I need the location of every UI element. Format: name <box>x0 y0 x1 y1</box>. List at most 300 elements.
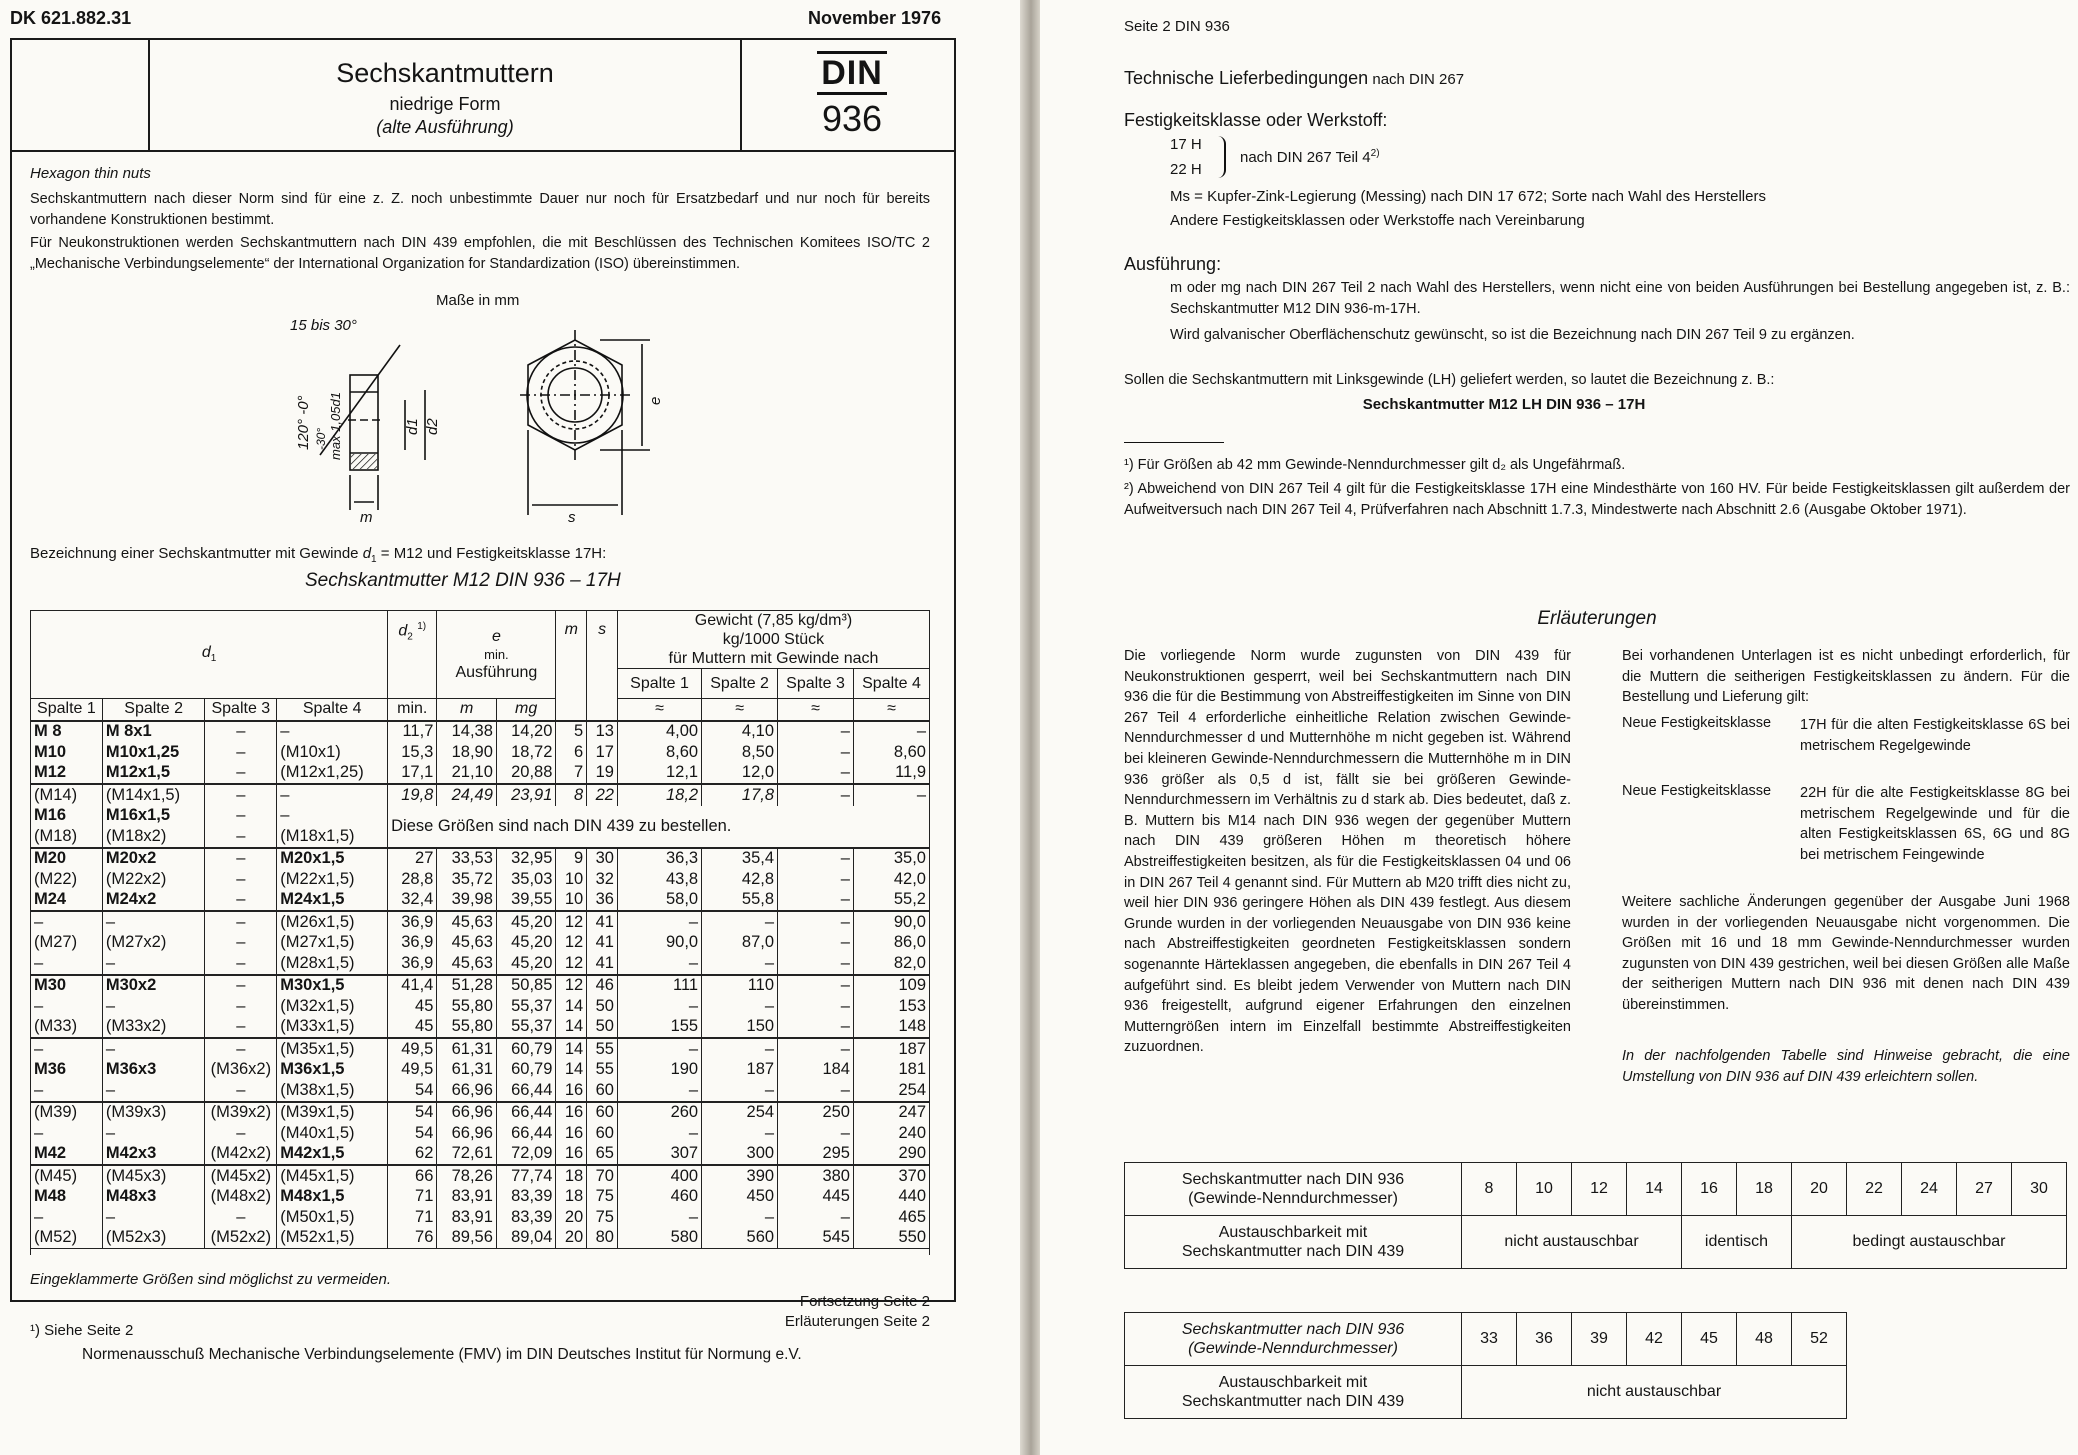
table-cell: 46 <box>587 975 618 997</box>
table-cell: 39,98 <box>437 890 497 912</box>
class-17h: 17 H <box>1170 136 1202 153</box>
table-cell: M20 <box>31 848 103 870</box>
header-spalte-3: Spalte 3 <box>778 669 854 699</box>
table-cell: 14 <box>556 1060 587 1081</box>
table-cell: 148 <box>853 1017 929 1039</box>
table-cell: (M39) <box>31 1102 103 1124</box>
new-class-text-1: 17H für die alten Festigkeitsklasse 6S bei metrischem Regelgewinde <box>1800 717 2070 754</box>
table-cell: M24 <box>31 890 103 912</box>
table-cell: – <box>102 1123 205 1144</box>
binding-gutter <box>1020 0 1040 1455</box>
table-cell: 187 <box>853 1038 929 1060</box>
table-cell: 545 <box>778 1228 854 1249</box>
table-cell: 80 <box>587 1228 618 1249</box>
table-cell: 75 <box>587 1187 618 1208</box>
dimension-table-body <box>31 721 930 1249</box>
table-cell: – <box>205 996 277 1017</box>
table-cell: – <box>617 953 701 975</box>
footnote-p2-2: ²) Abweichend von DIN 267 Teil 4 gilt für die Festigkeitsklasse 17H eine Mindesthärte von 160 HV. Für beide Festigkeitsklassen gilt außerdem der Aufweitversuch nach DIN 267 Teil 4, Prüfverfahren nach Abschnitt 1.7.3, Mindestwerte nach Abschnitt 2.6 (Ausgabe Oktober 1971). <box>1124 481 2070 518</box>
table-cell: – <box>778 1038 854 1060</box>
table-cell: (M39x1,5) <box>277 1102 388 1124</box>
table-cell: 24,49 <box>437 784 497 806</box>
table-cell: 400 <box>617 1165 701 1187</box>
table-cell: (M18x2) <box>102 826 205 848</box>
table-cell: – <box>617 911 701 933</box>
table-cell: 23,91 <box>496 784 556 806</box>
table-cell: 66,96 <box>437 1080 497 1102</box>
t1-label-interchange: Austauschbarkeit mit Sechskantmutter nach DIN 439 <box>1125 1216 1462 1269</box>
table-row <box>31 996 930 1017</box>
table-cell: 110 <box>702 975 778 997</box>
t1-not-interchangeable: nicht austauschbar <box>1462 1216 1682 1269</box>
table-cell: M24x2 <box>102 890 205 912</box>
table-cell: – <box>617 1038 701 1060</box>
new-class-label-1: Neue Festigkeitsklasse <box>1622 715 1772 731</box>
table-cell: – <box>702 1207 778 1228</box>
table-cell: 83,39 <box>496 1207 556 1228</box>
t2-label-nut: Sechskantmutter nach DIN 936 (Gewinde-Nenndurchmesser) <box>1125 1313 1462 1366</box>
table-cell: 16 <box>556 1102 587 1124</box>
t1-size: 18 <box>1737 1163 1792 1216</box>
execution-heading: Ausführung: <box>1124 254 1222 274</box>
table-cell: – <box>205 806 277 827</box>
table-cell: 550 <box>853 1228 929 1249</box>
drawing-d1-label: d1 <box>404 418 421 435</box>
footnote-rule <box>1124 442 1224 443</box>
table-cell: M42 <box>31 1144 103 1166</box>
page-2 <box>1040 0 2078 1455</box>
table-cell: 13 <box>587 721 618 743</box>
t1-size: 12 <box>1572 1163 1627 1216</box>
table-cell: 440 <box>853 1187 929 1208</box>
table-cell: 20 <box>556 1207 587 1228</box>
table-row <box>31 1060 930 1081</box>
table-cell: – <box>778 784 854 806</box>
header-col-spalte-1: Spalte 1 <box>31 699 103 721</box>
table-cell: 9 <box>556 848 587 870</box>
new-class-text-2: 22H für die alte Festigkeitsklasse 8G bei metrischem Regelgewinde und für die alten Festigkeitsklassen 6S, 6G und 8G bei metrischem Feingewinde <box>1800 785 2070 863</box>
table-cell: M16 <box>31 806 103 827</box>
table-cell: 18,90 <box>437 742 497 763</box>
table-cell: 35,0 <box>853 848 929 870</box>
table-cell: – <box>31 1123 103 1144</box>
table-cell: (M45x1,5) <box>277 1165 388 1187</box>
t1-size: 22 <box>1847 1163 1902 1216</box>
table-cell: 260 <box>617 1102 701 1124</box>
explanations-left-column: Die vorliegende Norm wurde zugunsten von DIN 439 für Neukonstruktionen gesperrt, weil bei Sechskantmuttern nach DIN 936 die für die Bestimmung von Abstreiffestigkeiten im Sinne von DIN 267 Teil 4 erforderliche einheitliche Relation zwischen Gewinde-Nenndurchmesser d und Mutternhöhe m nicht gegeben ist. Während bei kleineren Gewinde-Nenndurchmessern die Mutternhöhe m in DIN 936 größer als 0,5 d ist, fällt sie bei größeren Gewinde-Nenndurchmessern im Verhältnis zu d stark ab. Dies bedeutet, daß z. B. Muttern bis M14 nach DIN 936 wegen der gegenüber Muttern nach DIN 439 größeren Höhen m theoretisch höhere Abstreiffestigkeiten besitzen, als für die Festigkeitsklassen 04 und 06 in DIN 267 Teil 4 genannt sind. Für Muttern ab M20 trifft dies nicht zu, weil hier DIN 936 geringere Höhen als DIN 439 festlegt. Aus diesem Grunde wurden in der vorliegenden Neuausgabe von DIN 936 keine nach Abstreiffestigkeiten geordneten Festigkeitsklassen sondern sogenannte Härteklassen angegeben, die ebenfalls in DIN 267 Teil 4 aufgeführt sind. Es bleibt jedem Verwender von Muttern nach DIN 936 freigestellt, aufgrund eigener Erfahrungen den einzelnen Mutterngrößen intern im Einzelfall bestimmte Abstreiffestigkeiten zuzuordnen. <box>1124 648 1571 1056</box>
table-cell: 12 <box>556 953 587 975</box>
table-cell: (M39x2) <box>205 1102 277 1124</box>
table-cell: (M35x1,5) <box>277 1038 388 1060</box>
table-cell: 27 <box>388 848 437 870</box>
table-cell: 42,0 <box>853 869 929 890</box>
t2-size: 39 <box>1572 1313 1627 1366</box>
table-cell: 60 <box>587 1080 618 1102</box>
table-cell: – <box>102 996 205 1017</box>
table-cell: (M18) <box>31 826 103 848</box>
table-cell: (M14) <box>31 784 103 806</box>
t1-size: 8 <box>1462 1163 1517 1216</box>
table-cell: 250 <box>778 1102 854 1124</box>
table-cell: – <box>778 1207 854 1228</box>
class-22h: 22 H <box>1170 161 1202 178</box>
table-cell: (M27) <box>31 933 103 954</box>
table-cell: 66 <box>388 1165 437 1187</box>
t1-identical: identisch <box>1682 1216 1792 1269</box>
dimensions-unit: Maße in mm <box>436 292 520 309</box>
table-cell: 45 <box>388 996 437 1017</box>
table-cell: (M45) <box>31 1165 103 1187</box>
table-cell: (M52x2) <box>205 1228 277 1249</box>
table-cell: 247 <box>853 1102 929 1124</box>
explanations-note: Erläuterungen Seite 2 <box>784 1313 930 1330</box>
table-cell: 380 <box>778 1165 854 1187</box>
table-cell: 41 <box>587 933 618 954</box>
table-cell: (M22x2) <box>102 869 205 890</box>
table-cell: – <box>853 784 929 806</box>
table-cell: M16x1,5 <box>102 806 205 827</box>
table-cell: 89,56 <box>437 1228 497 1249</box>
table-row <box>31 1144 930 1166</box>
drawing-chamfer-tolerance: -30° <box>314 427 328 450</box>
table-cell: 90,0 <box>617 933 701 954</box>
t1-size: 30 <box>2012 1163 2067 1216</box>
table-cell: 390 <box>702 1165 778 1187</box>
table-row <box>31 1102 930 1124</box>
header-col-spalte-2: Spalte 2 <box>102 699 205 721</box>
table-cell: 54 <box>388 1102 437 1124</box>
table-cell: 86,0 <box>853 933 929 954</box>
drawing-s-label: s <box>568 509 576 526</box>
table-cell: 55,80 <box>437 996 497 1017</box>
table-cell: 61,31 <box>437 1038 497 1060</box>
drawing-m-label: m <box>360 509 373 526</box>
table-row <box>31 1080 930 1102</box>
table-cell: – <box>205 826 277 848</box>
table-cell: 290 <box>853 1144 929 1166</box>
table-cell: 45,63 <box>437 911 497 933</box>
table-cell: 66,44 <box>496 1102 556 1124</box>
header-approx-2: ≈ <box>702 699 778 721</box>
table-cell: 61,31 <box>437 1060 497 1081</box>
t1-size: 24 <box>1902 1163 1957 1216</box>
table-cell: – <box>31 1038 103 1060</box>
table-cell: – <box>205 890 277 912</box>
table-cell: 41 <box>587 911 618 933</box>
table-cell: 184 <box>778 1060 854 1081</box>
table-cell: 18 <box>556 1165 587 1187</box>
din-logo: DIN <box>752 54 952 93</box>
table-cell: 17,1 <box>388 763 437 785</box>
table-cell: (M28x1,5) <box>277 953 388 975</box>
table-cell: – <box>778 1080 854 1102</box>
table-cell: 14,20 <box>496 721 556 743</box>
table-cell: (M40x1,5) <box>277 1123 388 1144</box>
table-cell: 190 <box>617 1060 701 1081</box>
table-cell: – <box>205 911 277 933</box>
table-cell: 50,85 <box>496 975 556 997</box>
table-cell: M20x2 <box>102 848 205 870</box>
table-cell: – <box>778 1017 854 1039</box>
table-row <box>31 890 930 912</box>
table-cell: 58,0 <box>617 890 701 912</box>
table-cell: 12,0 <box>702 763 778 785</box>
table-cell: 295 <box>778 1144 854 1166</box>
table-cell: 18 <box>556 1187 587 1208</box>
header-spalte-4: Spalte 4 <box>853 669 929 699</box>
table-row <box>31 721 930 743</box>
table-cell: (M27x1,5) <box>277 933 388 954</box>
table-cell: – <box>205 784 277 806</box>
t1-size: 16 <box>1682 1163 1737 1216</box>
table-cell: 75 <box>587 1207 618 1228</box>
table-cell: 89,04 <box>496 1228 556 1249</box>
footnote-1: ¹) Siehe Seite 2 <box>30 1322 134 1339</box>
table-cell: 72,61 <box>437 1144 497 1166</box>
table-cell: 36,9 <box>388 933 437 954</box>
title-block <box>10 38 956 152</box>
table-cell: 55,37 <box>496 1017 556 1039</box>
explanations-right-intro: Bei vorhandenen Unterlagen ist es nicht unbedingt erforderlich, für die Muttern die seitherigen Festigkeitsklassen zu ändern. Für die Bestellung und Lieferung gilt: <box>1622 648 2070 706</box>
table-cell: 254 <box>702 1102 778 1124</box>
table-cell: – <box>617 1207 701 1228</box>
table-cell: – <box>617 1080 701 1102</box>
table-cell: (M50x1,5) <box>277 1207 388 1228</box>
table-cell: (M45x2) <box>205 1165 277 1187</box>
t1-size: 10 <box>1517 1163 1572 1216</box>
table-cell: 14,38 <box>437 721 497 743</box>
issue-date: November 1976 <box>808 8 942 28</box>
table-cell: 10 <box>556 869 587 890</box>
t2-size: 33 <box>1462 1313 1517 1366</box>
table-cell: 66,44 <box>496 1080 556 1102</box>
table-cell: – <box>778 742 854 763</box>
table-cell: M24x1,5 <box>277 890 388 912</box>
table-cell: 254 <box>853 1080 929 1102</box>
table-cell: 36 <box>587 890 618 912</box>
table-cell: 14 <box>556 1038 587 1060</box>
table-cell: – <box>778 721 854 743</box>
table-cell: 6 <box>556 742 587 763</box>
table-row <box>31 911 930 933</box>
header-s: s <box>587 611 618 721</box>
table-cell: (M52x3) <box>102 1228 205 1249</box>
bracket-note: Eingeklammerte Größen sind möglichst zu vermeiden. <box>30 1271 391 1288</box>
other-classes: Andere Festigkeitsklassen oder Werkstoffe nach Vereinbarung <box>1170 212 1585 229</box>
table-cell: (M12x1,25) <box>277 763 388 785</box>
new-class-label-2: Neue Festigkeitsklasse <box>1622 783 1772 799</box>
table-cell: – <box>102 1207 205 1228</box>
table-cell: 83,39 <box>496 1187 556 1208</box>
table-cell: 35,72 <box>437 869 497 890</box>
header-e-m: m <box>437 699 497 721</box>
drawing-e-label: e <box>647 396 664 405</box>
table-cell: 71 <box>388 1187 437 1208</box>
table-cell: 60,79 <box>496 1060 556 1081</box>
table-cell: – <box>102 911 205 933</box>
header-e: e min. Ausführung <box>437 611 556 699</box>
table-cell: 307 <box>617 1144 701 1166</box>
table-cell: 16 <box>556 1080 587 1102</box>
table-cell: 17,8 <box>702 784 778 806</box>
table-cell: 82,0 <box>853 953 929 975</box>
table-cell: M42x1,5 <box>277 1144 388 1166</box>
drawing-chamfer-label: 120° -0° <box>295 395 312 450</box>
table-cell: M48 <box>31 1187 103 1208</box>
table-cell: (M33x2) <box>102 1017 205 1039</box>
table-row <box>31 1207 930 1228</box>
table-cell: 83,91 <box>437 1187 497 1208</box>
din-number: 936 <box>821 98 883 139</box>
table-cell: – <box>702 1080 778 1102</box>
table-cell: 14 <box>556 1017 587 1039</box>
table-cell: – <box>702 1123 778 1144</box>
header-spalte-1: Spalte 1 <box>617 669 701 699</box>
table-cell: – <box>31 1207 103 1228</box>
table-cell: 4,00 <box>617 721 701 743</box>
table-cell: 18,2 <box>617 784 701 806</box>
table-cell: – <box>702 953 778 975</box>
table-cell: 8,60 <box>853 742 929 763</box>
table-cell: – <box>102 953 205 975</box>
table-cell: (M22) <box>31 869 103 890</box>
intro-paragraph-2: Für Neukonstruktionen werden Sechskantmuttern nach DIN 439 empfohlen, die mit Beschlüssen des Technischen Komitees ISO/TC 2 „Mechanische Verbindungselemente“ der International Organization for Standardization (ISO) übereinstimmen. <box>30 235 930 272</box>
table-row <box>31 869 930 890</box>
table-cell: – <box>205 975 277 997</box>
execution-text-1: m oder mg nach DIN 267 Teil 2 nach Wahl des Herstellers, wenn nicht eine von beiden Ausführungen bei Bestellung angegeben ist, z. B.: Sechskantmutter M12 DIN 936-m-17H. <box>1170 280 2070 317</box>
table-cell: 12 <box>556 911 587 933</box>
table-cell: 11,9 <box>853 763 929 785</box>
t1-size: 20 <box>1792 1163 1847 1216</box>
strength-heading: Festigkeitsklasse oder Werkstoff: <box>1124 110 1388 130</box>
table-cell: – <box>31 911 103 933</box>
page-2-header: Seite 2 DIN 936 <box>1124 18 1230 35</box>
table-cell: 45,63 <box>437 933 497 954</box>
table-cell: M12 <box>31 763 103 785</box>
header-d2-min: min. <box>388 699 437 721</box>
table-cell: 54 <box>388 1080 437 1102</box>
table-row <box>31 784 930 806</box>
table-cell: 83,91 <box>437 1207 497 1228</box>
table-cell: M42x3 <box>102 1144 205 1166</box>
table-cell: – <box>277 806 388 827</box>
table-cell: (M33x1,5) <box>277 1017 388 1039</box>
designation-example: Sechskantmutter M12 DIN 936 – 17H <box>305 570 621 591</box>
doc-title: Sechskantmuttern <box>336 58 554 88</box>
table-cell: 17 <box>587 742 618 763</box>
doc-subtitle: niedrige Form <box>389 94 501 114</box>
table-cell: 43,8 <box>617 869 701 890</box>
table-cell: – <box>702 996 778 1017</box>
table-cell: – <box>277 721 388 743</box>
table-cell: 12 <box>556 933 587 954</box>
table-cell: (M38x1,5) <box>277 1080 388 1102</box>
table-cell: 62 <box>388 1144 437 1166</box>
table-cell: M 8x1 <box>102 721 205 743</box>
explanations-heading: Erläuterungen <box>1537 608 1657 629</box>
table-cell: 7 <box>556 763 587 785</box>
table-cell: – <box>778 953 854 975</box>
table-cell: M10 <box>31 742 103 763</box>
table-cell: – <box>205 1017 277 1039</box>
table-cell: 87,0 <box>702 933 778 954</box>
t1-size: 27 <box>1957 1163 2012 1216</box>
header-spalte-2: Spalte 2 <box>702 669 778 699</box>
table-cell: 60,79 <box>496 1038 556 1060</box>
table-cell: – <box>205 1207 277 1228</box>
table-cell: 187 <box>702 1060 778 1081</box>
table-cell: 20 <box>556 1228 587 1249</box>
header-col-spalte-3: Spalte 3 <box>205 699 277 721</box>
table-cell: 45,20 <box>496 911 556 933</box>
table-cell: 55 <box>587 1060 618 1081</box>
hint-text: In der nachfolgenden Tabelle sind Hinweise gebracht, die eine Umstellung von DIN 936 auf DIN 439 erleichtern sollen. <box>1622 1048 2070 1085</box>
table-cell: (M36x2) <box>205 1060 277 1081</box>
table-cell: 20,88 <box>496 763 556 785</box>
table-cell: – <box>205 953 277 975</box>
table-row <box>31 1228 930 1249</box>
table-cell: 10 <box>556 890 587 912</box>
table-cell: 50 <box>587 996 618 1017</box>
table-cell: 19,8 <box>388 784 437 806</box>
table-cell: M20x1,5 <box>277 848 388 870</box>
table-cell: 49,5 <box>388 1038 437 1060</box>
table-cell: 41 <box>587 953 618 975</box>
publisher-footer: Normenausschuß Mechanische Verbindungselemente (FMV) im DIN Deutsches Institut für Normung e.V. <box>82 1346 802 1363</box>
din439-note: Diese Größen sind nach DIN 439 zu bestellen. <box>388 806 930 848</box>
table-cell: (M39x3) <box>102 1102 205 1124</box>
header-approx-1: ≈ <box>617 699 701 721</box>
t2-size: 48 <box>1737 1313 1792 1366</box>
table-cell: 66,96 <box>437 1102 497 1124</box>
table-cell: 12 <box>556 975 587 997</box>
table-cell: 32 <box>587 869 618 890</box>
t2-size: 52 <box>1792 1313 1847 1366</box>
table-row <box>31 806 930 827</box>
table-cell: – <box>778 890 854 912</box>
table-cell: 445 <box>778 1187 854 1208</box>
header-d2: $d_2$ $^{1)}$ <box>388 611 437 699</box>
table-cell: 71 <box>388 1207 437 1228</box>
table-row <box>31 975 930 997</box>
table-cell: 33,53 <box>437 848 497 870</box>
table-row <box>31 742 930 763</box>
table-cell: – <box>205 869 277 890</box>
t2-size: 36 <box>1517 1313 1572 1366</box>
header-weight: Gewicht (7,85 kg/dm³) kg/1000 Stück für Muttern mit Gewinde nach <box>617 611 929 669</box>
t2-label-interchange: Austauschbarkeit mit Sechskantmutter nach DIN 439 <box>1125 1366 1462 1419</box>
table-cell: M10x1,25 <box>102 742 205 763</box>
execution-text-2: Wird galvanischer Oberflächenschutz gewünscht, so ist die Bezeichnung nach DIN 267 Teil 9 zu ergänzen. <box>1170 327 1855 343</box>
table-row <box>31 1038 930 1060</box>
further-changes-text: Weitere sachliche Änderungen gegenüber der Ausgabe Juni 1968 wurden in der vorliegenden Neuausgabe nicht vorgenommen. Die Größen mit 16 und 18 mm Gewinde-Nenndurchmesser wurden zugunsten von DIN 439 gestrichen, weil bei diesen Größen alle Maße der seitherigen Muttern nach DIN 936 mit denen nach DIN 439 übereinstimmen. <box>1622 894 2070 1013</box>
table-cell: 35,03 <box>496 869 556 890</box>
table-row <box>31 848 930 870</box>
table-row <box>31 953 930 975</box>
table-cell: – <box>778 996 854 1017</box>
table-cell: 370 <box>853 1165 929 1187</box>
table-cell: 36,9 <box>388 911 437 933</box>
delivery-heading: Technische Lieferbedingungen nach DIN 267 <box>1124 68 1465 88</box>
table-cell: – <box>31 953 103 975</box>
table-cell: 42,8 <box>702 869 778 890</box>
table-cell: 300 <box>702 1144 778 1166</box>
table-cell: M30x2 <box>102 975 205 997</box>
table-cell: – <box>102 1038 205 1060</box>
table-cell: – <box>102 1080 205 1102</box>
table-cell: 8,50 <box>702 742 778 763</box>
table-cell: 45,20 <box>496 933 556 954</box>
